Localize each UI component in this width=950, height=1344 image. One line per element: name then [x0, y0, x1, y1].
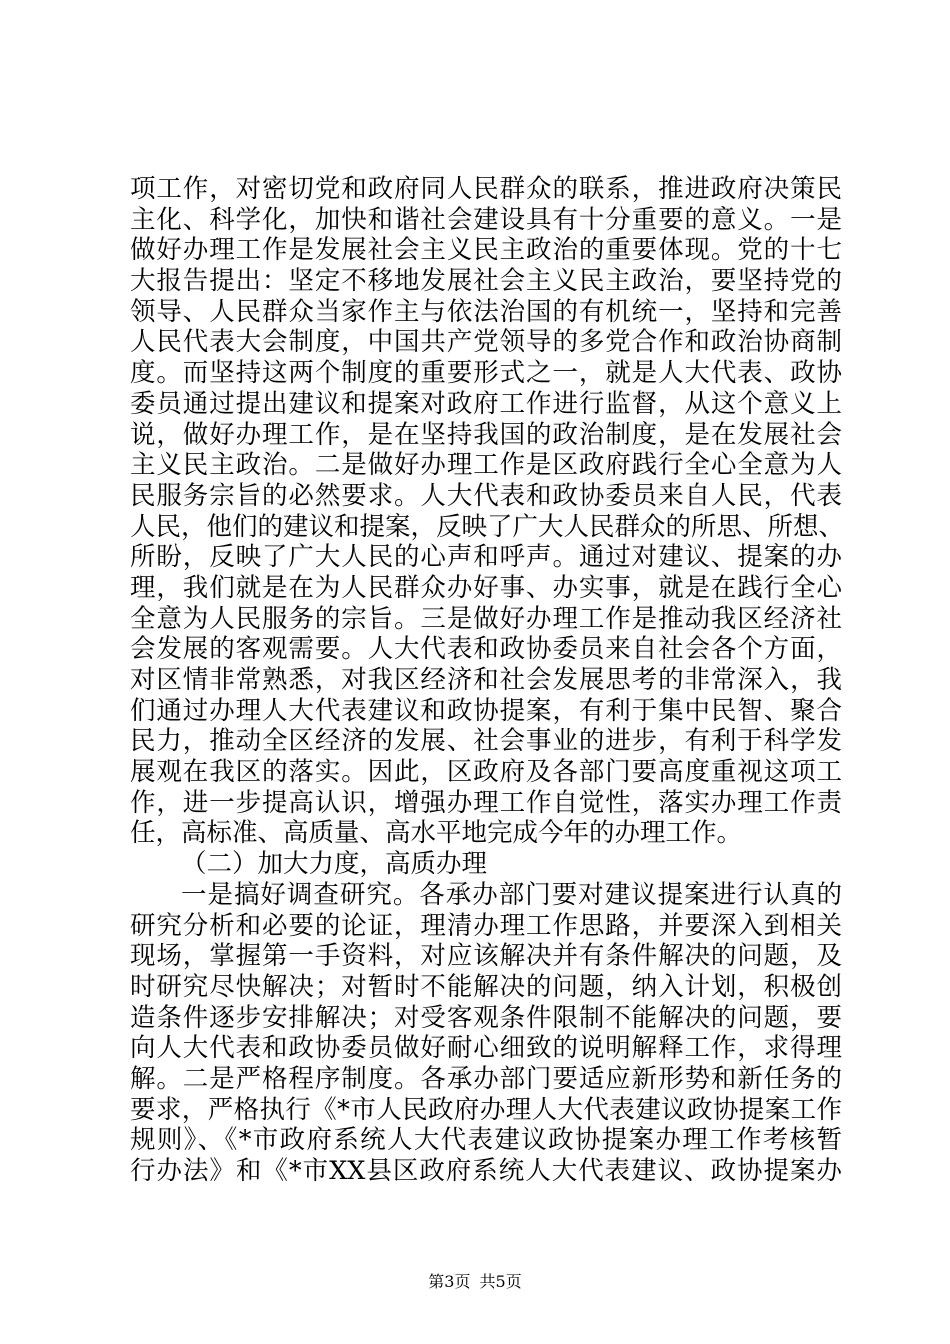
text-line: 全意为人民服务的宗旨。三是做好办理工作是推动我区经济社 [130, 603, 842, 634]
text-line: 主化、科学化，加快和谐社会建设具有十分重要的意义。一是 [130, 204, 842, 235]
text-line: 项工作，对密切党和政府同人民群众的联系，推进政府决策民 [130, 174, 842, 204]
text-line: 行办法》和《*市XX县区政府系统人大代表建议、政协提案办 [130, 1156, 842, 1186]
text-line: 理，我们就是在为人民群众办好事、办实事，就是在践行全心 [130, 572, 842, 603]
text-line: 民力，推动全区经济的发展、社会事业的进步，有利于科学发 [130, 726, 842, 757]
text-line: 人民，他们的建议和提案，反映了广大人民群众的所思、所想、 [130, 511, 845, 542]
text-line: 任，高标准、高质量、高水平地完成今年的办理工作。 [130, 818, 743, 849]
text-line: 要求，严格执行《*市人民政府办理人大代表建议政协提案工作 [130, 1094, 842, 1125]
text-line: 解。二是严格程序制度。各承办部门要适应新形势和新任务的 [130, 1063, 842, 1094]
text-line: 们通过办理人大代表建议和政协提案，有利于集中民智、聚合 [130, 695, 842, 726]
text-line: 人民代表大会制度，中国共产党领导的多党合作和政治协商制 [130, 327, 842, 358]
text-line: 委员通过提出建议和提案对政府工作进行监督，从这个意义上 [130, 388, 842, 419]
text-line: 民服务宗旨的必然要求。人大代表和政协委员来自人民，代表 [130, 480, 842, 511]
text-line: 做好办理工作是发展社会主义民主政治的重要体现。党的十七 [130, 235, 842, 266]
text-line: 研究分析和必要的论证，理清办理工作思路，并要深入到相关 [130, 910, 842, 941]
text-line: 作，进一步提高认识，增强办理工作自觉性，落实办理工作责 [130, 787, 842, 818]
page-footer [0, 1272, 950, 1292]
text-line: 对区情非常熟悉，对我区经济和社会发展思考的非常深入，我 [130, 665, 842, 695]
text-line: 会发展的客观需要。人大代表和政协委员来自社会各个方面， [130, 634, 842, 665]
text-line: 展观在我区的落实。因此，区政府及各部门要高度重视这项工 [130, 757, 842, 788]
text-line: 大报告提出：坚定不移地发展社会主义民主政治，要坚持党的 [130, 266, 842, 297]
section-heading: （二）加大力度，高质办理 [181, 849, 488, 880]
text-line: 现场，掌握第一手资料，对应该解决并有条件解决的问题，及 [130, 941, 842, 972]
text-line: 领导、人民群众当家作主与依法治国的有机统一，坚持和完善 [130, 296, 842, 327]
page-number: 第3页 [428, 1272, 471, 1291]
text-line: 说，做好办理工作，是在坚持我国的政治制度，是在发展社会 [130, 419, 842, 450]
text-line: 一是搞好调查研究。各承办部门要对建议提案进行认真的 [181, 879, 842, 910]
text-line: 度。而坚持这两个制度的重要形式之一，就是人大代表、政协 [130, 358, 842, 389]
text-line: 主义民主政治。二是做好办理工作是区政府践行全心全意为人 [130, 450, 842, 481]
text-line: 时研究尽快解决；对暂时不能解决的问题，纳入计划，积极创 [130, 971, 842, 1002]
text-line: 所盼，反映了广大人民的心声和呼声。通过对建议、提案的办 [130, 542, 842, 573]
text-line: 造条件逐步安排解决；对受客观条件限制不能解决的问题，要 [130, 1002, 842, 1033]
text-line: 向人大代表和政协委员做好耐心细致的说明解释工作，求得理 [130, 1033, 842, 1064]
body-text [130, 174, 845, 1187]
text-line: 规则》、《*市政府系统人大代表建议政协提案办理工作考核暂 [130, 1125, 842, 1156]
page-total: 共5页 [479, 1272, 522, 1291]
